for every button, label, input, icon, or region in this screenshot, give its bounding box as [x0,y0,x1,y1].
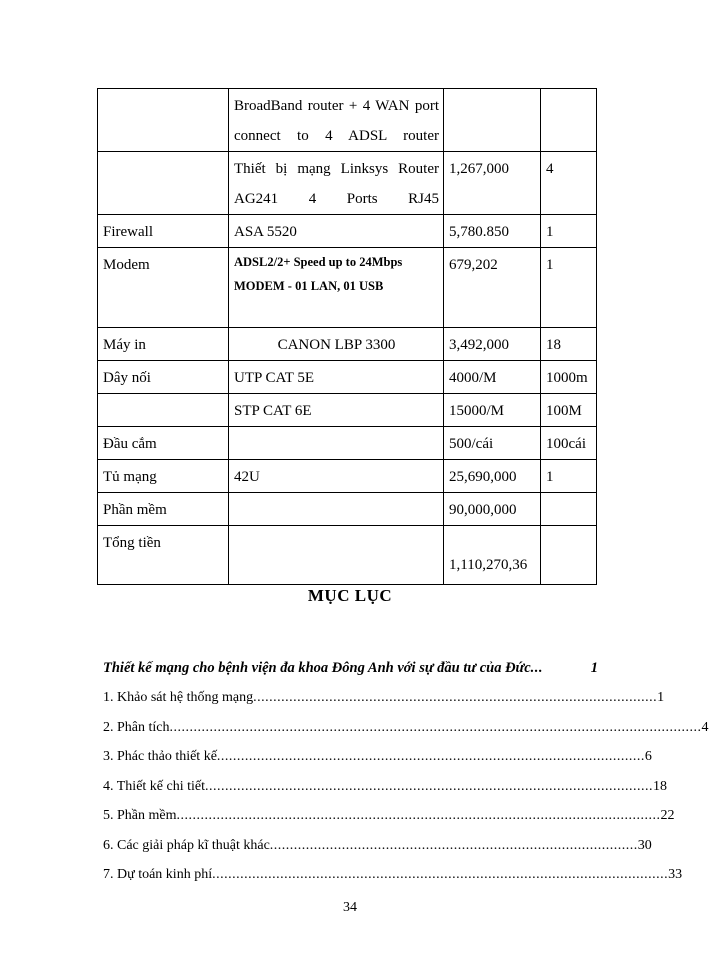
toc-entry-label: 5. Phần mềm [103,808,177,823]
toc-title: MỤC LỤC [307,586,393,605]
table-cell-desc: STP CAT 6E [229,394,444,427]
table-cell-price: 15000/M [444,394,541,427]
table-cell-name: Đầu cắm [98,427,229,460]
desc-text: BroadBand router + 4 WAN port connect to 4 ADSL router [234,98,439,144]
table-cell-desc: ADSL2/2+ Speed up to 24Mbps MODEM - 01 LAN, 01 USB [229,248,444,328]
table-cell-qty: 1 [541,215,597,248]
table-row [98,493,597,526]
table-cell-price [444,89,541,152]
toc-entry[interactable] [103,795,675,825]
toc-leader-dots: ..................................................................................................... [253,690,658,705]
table-cell-qty [541,89,597,152]
table-cell-price: 4000/M [444,361,541,394]
table-row [98,248,597,328]
table-cell-desc [229,152,444,215]
toc-leader-dots: ............................................................................................ [269,837,638,853]
table-cell-qty [541,526,597,585]
toc-entry-label: 1. Khảo sát hệ thống mạng [103,690,254,705]
table-cell-price: 679,202 [444,248,541,328]
toc-entry[interactable] [103,824,652,854]
toc-leader-dots: .................................................................................................................. [212,867,669,882]
table-cell-desc [229,427,444,460]
table-cell-price: 3,492,000 [444,328,541,361]
toc-entry-label: 6. Các giải pháp kĩ thuật khác [103,837,270,853]
table-cell-qty: 100M [541,394,597,427]
table-cell-price: 500/cái [444,427,541,460]
toc-entry[interactable] [103,765,667,795]
toc-entry[interactable] [103,736,652,766]
toc-entry-label: 3. Phác thảo thiết kế [103,749,217,764]
toc-entry[interactable] [103,677,665,707]
table-cell-desc [229,89,444,152]
table-cell-name: Modem [98,248,229,328]
table-cell-name [98,152,229,215]
table-row [98,361,597,394]
table-cell-desc [229,526,444,585]
toc-entry[interactable] [103,647,598,677]
table-cell-desc: UTP CAT 5E [229,361,444,394]
table-cell-price: 1,267,000 [444,152,541,215]
equipment-table [97,88,597,585]
table-cell-qty: 1 [541,248,597,328]
toc-entry-page: 33 [668,867,683,882]
table-cell-qty: 1000m [541,361,597,394]
table-cell-price: 1,110,270,36 [444,526,541,585]
table-cell-price: 25,690,000 [444,460,541,493]
toc-entry-label: 2. Phân tích [103,719,170,735]
table-cell-name: Tủ mạng [98,460,229,493]
table-cell-name: Tổng tiền [98,526,229,585]
table-cell-desc: ASA 5520 [229,215,444,248]
toc-entry-label: 7. Dự toán kinh phí [103,867,213,882]
toc-entry-page: 18 [653,778,667,794]
toc-entry-page: 1 [590,659,598,676]
toc-entry-label: Thiết kế mạng cho bệnh viện đa khoa Đông Anh với sự đầu tư của Đức [103,659,531,676]
table-cell-name: Máy in [98,328,229,361]
table-row [98,427,597,460]
toc-leader-dots: ..................................................................................................................................... [169,719,702,735]
table-cell-price: 5,780.850 [444,215,541,248]
toc-entry-page: 22 [660,808,675,823]
table-cell-price: 90,000,000 [444,493,541,526]
table-cell-name [98,89,229,152]
toc-leader-dots: ................................................................................................................ [205,778,653,794]
toc-leader-dots: ........................................................................................................... [216,749,645,764]
table-cell-desc: 42U [229,460,444,493]
toc-leader-dots: ......................................................................................................................... [176,808,661,823]
table-cell-qty [541,493,597,526]
table-cell-qty: 4 [541,152,597,215]
table-row [98,328,597,361]
table-cell-name: Dây nối [98,361,229,394]
table-cell-qty: 100cái [541,427,597,460]
desc-text: Thiết bị mạng Linksys Router AG241 4 Ports RJ45 [234,161,439,207]
table-row [98,460,597,493]
toc-entry-page: 4 [701,719,709,735]
table-row [98,215,597,248]
table-cell-desc [229,493,444,526]
toc-entry-page: 6 [644,749,652,764]
table-cell-name: Phần mềm [98,493,229,526]
table-of-contents [103,647,709,883]
toc-entry[interactable] [103,854,683,884]
table-cell-name [98,394,229,427]
toc-entry[interactable] [103,706,709,736]
table-cell-name: Firewall [98,215,229,248]
table-cell-qty: 1 [541,460,597,493]
toc-entry-page: 30 [637,837,652,853]
table-row [98,526,597,585]
page-number: 34 [343,900,357,915]
toc-entry-page: 1 [657,690,665,705]
toc-entry-label: 4. Thiết kế chi tiết [103,778,205,794]
toc-leader-dots: ... [530,659,544,676]
table-cell-qty: 18 [541,328,597,361]
table-cell-desc: CANON LBP 3300 [229,328,444,361]
table-row [98,89,597,152]
table-row [98,152,597,215]
table-row [98,394,597,427]
